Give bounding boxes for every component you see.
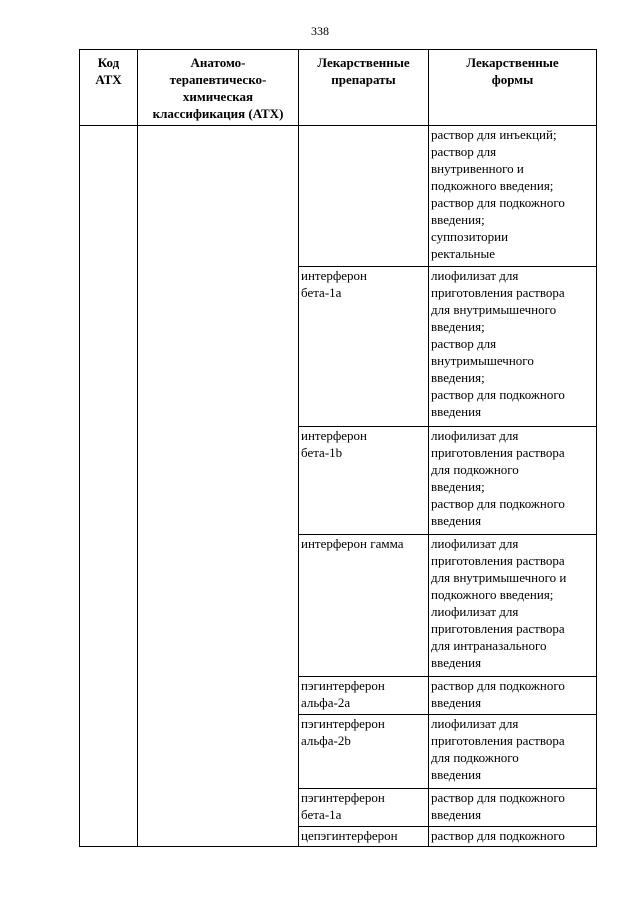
- header-drugs: Лекарственные препараты: [299, 50, 429, 126]
- classification-cell: [138, 126, 299, 847]
- drug-cell: интерферон гамма: [299, 535, 429, 677]
- drug-cell: интерферон бета-1a: [299, 267, 429, 427]
- page-number: 338: [311, 24, 329, 38]
- table-header-row: [80, 50, 597, 126]
- header-classification: Анатомо- терапевтическо- химическая классификация (АТХ): [138, 50, 299, 126]
- table-row: [80, 126, 597, 267]
- forms-cell: раствор для подкожного: [429, 827, 597, 847]
- header-forms: Лекарственные формы: [429, 50, 597, 126]
- forms-cell: лиофилизат для приготовления раствора для подкожного введения; раствор для подкожного введения: [429, 427, 597, 535]
- drug-cell: цепэгинтерферон: [299, 827, 429, 847]
- forms-cell: лиофилизат для приготовления раствора для внутримышечного и подкожного введения; лиофилизат для приготовления раствора для интраназального введения: [429, 535, 597, 677]
- drug-cell: интерферон бета-1b: [299, 427, 429, 535]
- forms-cell: лиофилизат для приготовления раствора для внутримышечного введения; раствор для внутримышечного введения; раствор для подкожного введения: [429, 267, 597, 427]
- code-cell: [80, 126, 138, 847]
- drug-cell: пэгинтерферон альфа-2a: [299, 677, 429, 715]
- header-code: Код АТХ: [80, 50, 138, 126]
- drug-cell: [299, 126, 429, 267]
- forms-cell: раствор для подкожного введения: [429, 789, 597, 827]
- drug-cell: пэгинтерферон альфа-2b: [299, 715, 429, 789]
- forms-cell: раствор для подкожного введения: [429, 677, 597, 715]
- drug-table: [79, 49, 597, 847]
- forms-cell: лиофилизат для приготовления раствора для подкожного введения: [429, 715, 597, 789]
- forms-cell: раствор для инъекций; раствор для внутривенного и подкожного введения; раствор для подкожного введения; суппозитории ректальные: [429, 126, 597, 267]
- drug-cell: пэгинтерферон бета-1a: [299, 789, 429, 827]
